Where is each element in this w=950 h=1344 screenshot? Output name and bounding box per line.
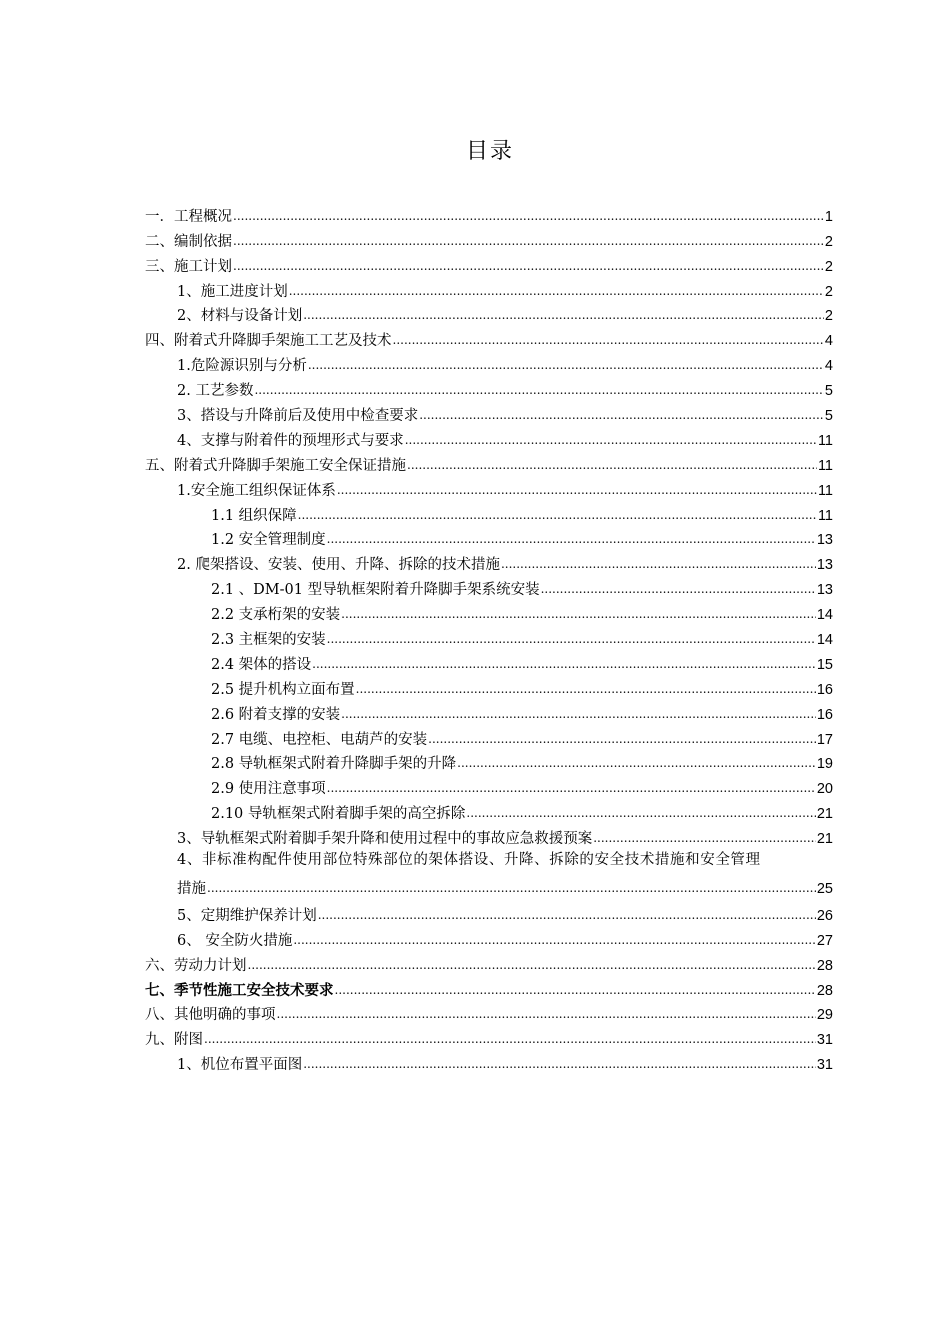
table-of-contents	[145, 201, 833, 1074]
toc-entry[interactable]	[145, 201, 833, 226]
toc-entry-label: 4、支撑与附着件的预埋形式与要求	[177, 432, 404, 449]
toc-page-number: 11	[817, 457, 833, 474]
toc-entry[interactable]	[145, 649, 833, 674]
toc-page-number: 16	[816, 706, 833, 723]
toc-page-number: 13	[816, 532, 833, 549]
toc-leader-dots	[337, 483, 817, 497]
toc-entry[interactable]	[145, 950, 833, 975]
toc-entry[interactable]	[145, 1000, 833, 1025]
toc-leader-dots	[233, 234, 824, 248]
toc-entry-label: 3、搭设与升降前后及使用中检查要求	[177, 408, 419, 425]
toc-entry-label: 八、其他明确的事项	[145, 1007, 276, 1024]
toc-entry-label: 2.9 使用注意事项	[211, 781, 326, 798]
toc-page-number: 31	[816, 1057, 833, 1074]
toc-entry-label: 六、劳动力计划	[145, 957, 247, 974]
toc-entry-label: 四、附着式升降脚手架施工工艺及技术	[145, 333, 392, 350]
toc-leader-dots	[341, 607, 816, 621]
toc-entry[interactable]	[145, 525, 833, 550]
toc-entry[interactable]	[145, 375, 833, 400]
toc-leader-dots	[303, 1057, 816, 1071]
toc-page-number: 13	[816, 582, 833, 599]
toc-page-number: 19	[816, 756, 833, 773]
toc-entry-label-line2: 措施	[177, 880, 206, 897]
toc-page-number: 1	[824, 208, 833, 225]
toc-entry-label: 1.安全施工组织保证体系	[177, 482, 336, 499]
toc-page-number: 2	[824, 308, 833, 325]
toc-leader-dots	[277, 1007, 816, 1021]
toc-entry[interactable]	[145, 975, 833, 1000]
toc-entry-wrapped[interactable]	[145, 848, 833, 900]
toc-entry-label: 一．工程概况	[145, 208, 232, 225]
toc-leader-dots	[593, 831, 816, 845]
toc-entry[interactable]	[145, 350, 833, 375]
toc-leader-dots	[541, 582, 816, 596]
toc-entry-label: 3、导轨框架式附着脚手架升降和使用过程中的事故应急救援预案	[177, 831, 593, 848]
toc-page-number: 16	[816, 681, 833, 698]
toc-page-number: 21	[816, 831, 833, 848]
toc-leader-dots	[419, 408, 824, 422]
toc-entry[interactable]	[145, 425, 833, 450]
toc-entry[interactable]	[145, 301, 833, 326]
toc-leader-dots	[466, 806, 815, 820]
toc-entry[interactable]	[145, 724, 833, 749]
toc-leader-dots	[204, 1032, 816, 1046]
toc-leader-dots	[254, 383, 823, 397]
toc-entry[interactable]	[145, 823, 833, 848]
toc-entry[interactable]	[145, 574, 833, 599]
toc-page-number: 26	[816, 907, 833, 924]
toc-leader-dots	[356, 682, 816, 696]
toc-entry[interactable]	[145, 674, 833, 699]
toc-leader-dots	[308, 358, 824, 372]
toc-entry-label: 5、定期维护保养计划	[177, 907, 317, 924]
toc-entry-label-line1: 4、非标准构配件使用部位特殊部位的架体搭设、升降、拆除的安全技术措施和安全管理	[177, 852, 761, 869]
toc-entry[interactable]	[145, 624, 833, 649]
toc-page-number: 2	[824, 233, 833, 250]
toc-entry-label: 2.5 提升机构立面布置	[211, 681, 355, 698]
toc-entry[interactable]	[145, 925, 833, 950]
toc-entry-label: 1.2 安全管理制度	[211, 532, 326, 549]
toc-page-number: 11	[817, 482, 833, 499]
toc-leader-dots	[303, 308, 824, 322]
toc-page-number: 2	[824, 283, 833, 300]
toc-entry[interactable]	[145, 276, 833, 301]
toc-page-number: 5	[824, 383, 833, 400]
toc-page-number: 11	[817, 507, 833, 524]
toc-page-number: 20	[816, 781, 833, 798]
toc-leader-dots	[405, 433, 817, 447]
toc-entry-label: 1.危险源识别与分析	[177, 358, 307, 375]
toc-page-number: 13	[816, 557, 833, 574]
toc-entry[interactable]	[145, 599, 833, 624]
toc-entry-label: 2. 工艺参数	[177, 383, 254, 400]
toc-leader-dots	[312, 657, 816, 671]
toc-entry[interactable]	[145, 251, 833, 276]
toc-page-number: 17	[816, 731, 833, 748]
toc-leader-dots	[407, 458, 817, 472]
toc-page-number: 15	[816, 656, 833, 673]
toc-leader-dots	[233, 209, 824, 223]
toc-page-number: 4	[824, 333, 833, 350]
toc-page-number: 31	[816, 1032, 833, 1049]
toc-entry-label: 2.1 、DM-01 型导轨框架附着升降脚手架系统安装	[211, 582, 540, 599]
toc-leader-dots	[327, 781, 816, 795]
toc-leader-dots	[341, 707, 816, 721]
toc-entry[interactable]	[145, 699, 833, 724]
toc-entry-label: 二、编制依据	[145, 233, 232, 250]
toc-entry-label: 五、附着式升降脚手架施工安全保证措施	[145, 457, 406, 474]
toc-page-number: 5	[824, 408, 833, 425]
toc-entry[interactable]	[145, 500, 833, 525]
toc-entry[interactable]	[145, 1024, 833, 1049]
toc-leader-dots	[393, 333, 824, 347]
toc-entry-label: 2. 爬架搭设、安装、使用、升降、拆除的技术措施	[177, 557, 500, 574]
toc-leader-dots	[327, 632, 816, 646]
toc-entry-label: 1.1 组织保障	[211, 507, 297, 524]
toc-entry[interactable]	[145, 900, 833, 925]
toc-page-number: 2	[824, 258, 833, 275]
toc-entry-label: 2.4 架体的搭设	[211, 656, 312, 673]
toc-entry-label: 2、材料与设备计划	[177, 308, 303, 325]
toc-leader-dots	[248, 958, 816, 972]
toc-leader-dots	[233, 259, 824, 273]
toc-page-number: 21	[816, 806, 833, 823]
toc-entry[interactable]	[145, 1049, 833, 1074]
toc-page-number: 11	[817, 432, 833, 449]
toc-entry-label: 九、附图	[145, 1032, 203, 1049]
toc-entry-label: 1、施工进度计划	[177, 283, 288, 300]
toc-page-number: 29	[816, 1007, 833, 1024]
toc-entry[interactable]	[145, 549, 833, 574]
toc-entry[interactable]	[145, 475, 833, 500]
toc-title: 目录	[465, 139, 514, 164]
toc-entry-label: 七、季节性施工安全技术要求	[145, 981, 334, 999]
toc-entry[interactable]	[145, 400, 833, 425]
toc-entry[interactable]	[145, 773, 833, 798]
toc-leader-dots	[428, 732, 816, 746]
toc-entry-label: 2.3 主框架的安装	[211, 632, 326, 649]
toc-entry-label: 2.7 电缆、电控柜、电葫芦的安装	[211, 731, 428, 748]
toc-page-number: 14	[816, 607, 833, 624]
toc-entry-label: 2.10 导轨框架式附着脚手架的高空拆除	[211, 806, 466, 823]
toc-leader-dots	[327, 532, 816, 546]
toc-page-number: 25	[816, 880, 833, 897]
toc-leader-dots	[293, 933, 816, 947]
toc-entry-label: 2.8 导轨框架式附着升降脚手架的升降	[211, 756, 457, 773]
toc-page-number: 28	[816, 957, 833, 974]
toc-entry-label: 2.2 支承桁架的安装	[211, 607, 341, 624]
toc-leader-dots	[318, 908, 816, 922]
toc-entry-label: 6、 安全防火措施	[177, 932, 293, 949]
toc-leader-dots	[207, 881, 816, 895]
toc-page-number: 4	[824, 358, 833, 375]
toc-entry[interactable]	[145, 226, 833, 251]
toc-page-number: 14	[816, 632, 833, 649]
toc-page-number: 28	[816, 982, 833, 999]
toc-leader-dots	[289, 284, 824, 298]
toc-entry[interactable]	[145, 798, 833, 823]
toc-entry-label: 三、施工计划	[145, 258, 232, 275]
toc-entry[interactable]	[145, 325, 833, 350]
toc-leader-dots	[457, 756, 816, 770]
toc-entry[interactable]	[145, 749, 833, 774]
toc-entry-label: 1、机位布置平面图	[177, 1057, 303, 1074]
toc-leader-dots	[501, 557, 816, 571]
toc-entry-label: 2.6 附着支撑的安装	[211, 706, 341, 723]
toc-leader-dots	[298, 508, 817, 522]
toc-entry[interactable]	[145, 450, 833, 475]
toc-leader-dots	[335, 983, 816, 997]
toc-page-number: 27	[816, 932, 833, 949]
